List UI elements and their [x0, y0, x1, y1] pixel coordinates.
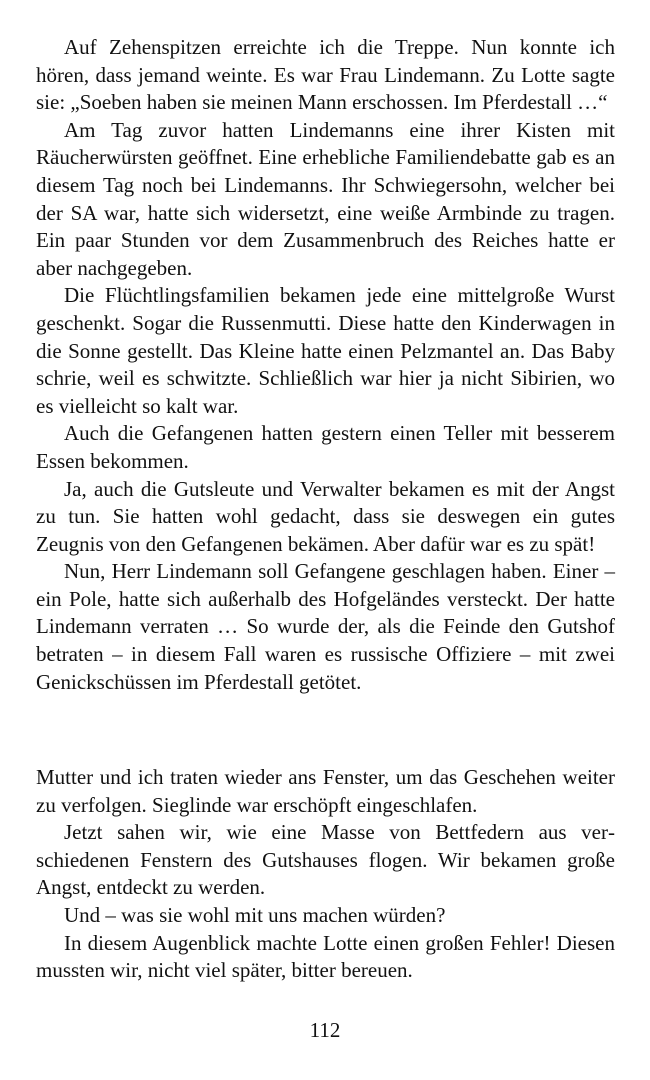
paragraph: Jetzt sahen wir, wie eine Masse von Bettfedern aus verschiedenen Fenstern des Gutshauses flogen. Wir bekamen große Angst, entdeckt zu werden.: [36, 820, 615, 900]
paragraph: Auf Zehenspitzen erreichte ich die Treppe. Nun konnte ich hören, dass jemand weinte. Es war Frau Lindemann. Zu Lotte sagte sie: „Soeben haben sie meinen Mann erschossen. Im Pferdestall …“: [36, 35, 615, 115]
paragraph: Mutter und ich traten wieder ans Fenster, um das Geschehen weiter zu verfolgen. Sieglinde war erschöpft eingeschlafen.: [36, 765, 615, 817]
paragraph: Auch die Gefangenen hatten gestern einen Teller mit besserem Essen bekommen.: [36, 421, 615, 473]
paragraph: Nun, Herr Lindemann soll Gefangene geschlagen haben. Einer – ein Pole, hatte sich außerhalb des Hofgeländes versteckt. Der hatte Lindemann verraten … So wurde der, als die Feinde den Gutshof betraten – in diesem Fall waren es russische Offiziere – mit zwei Genickschüssen im Pferdestall getötet.: [36, 559, 615, 694]
page-number: 112: [309, 1018, 341, 1042]
text-section-1: [36, 34, 615, 696]
paragraph: Und – was sie wohl mit uns machen würden?: [64, 902, 446, 927]
paragraph: Die Flüchtlingsfamilien bekamen jede eine mittelgroße Wurst geschenkt. Sogar die Russenmutti. Diese hatte den Kinderwagen in die Sonne gestellt. Das Kleine hatte einen Pelzmantel an. Das Baby schrie, weil es schwitzte. Schließlich war hier ja nicht Sibirien, wo es vielleicht so kalt war.: [36, 283, 615, 418]
paragraph: Am Tag zuvor hatten Lindemanns eine ihrer Kisten mit Räucherwürsten geöffnet. Eine erhebliche Familiendebatte gab es an diesem Tag noch bei Lindemanns. Ihr Schwiegersohn, welcher bei der SA war, hatte sich widersetzt, eine weiße Armbinde zu tragen. Ein paar Stunden vor dem Zusammenbruch des Reiches hatte er aber nachgegeben.: [36, 117, 615, 280]
text-section-2: [36, 764, 615, 985]
paragraph: Ja, auch die Gutsleute und Verwalter bekamen es mit der Angst zu tun. Sie hatten wohl gedacht, dass sie deswegen ein gutes Zeugnis von den Gefangenen bekämen. Aber dafür war es zu spät!: [36, 476, 615, 556]
paragraph: In diesem Augenblick machte Lotte einen großen Fehler! Diesen mussten wir, nicht viel später, bitter bereuen.: [36, 930, 615, 983]
